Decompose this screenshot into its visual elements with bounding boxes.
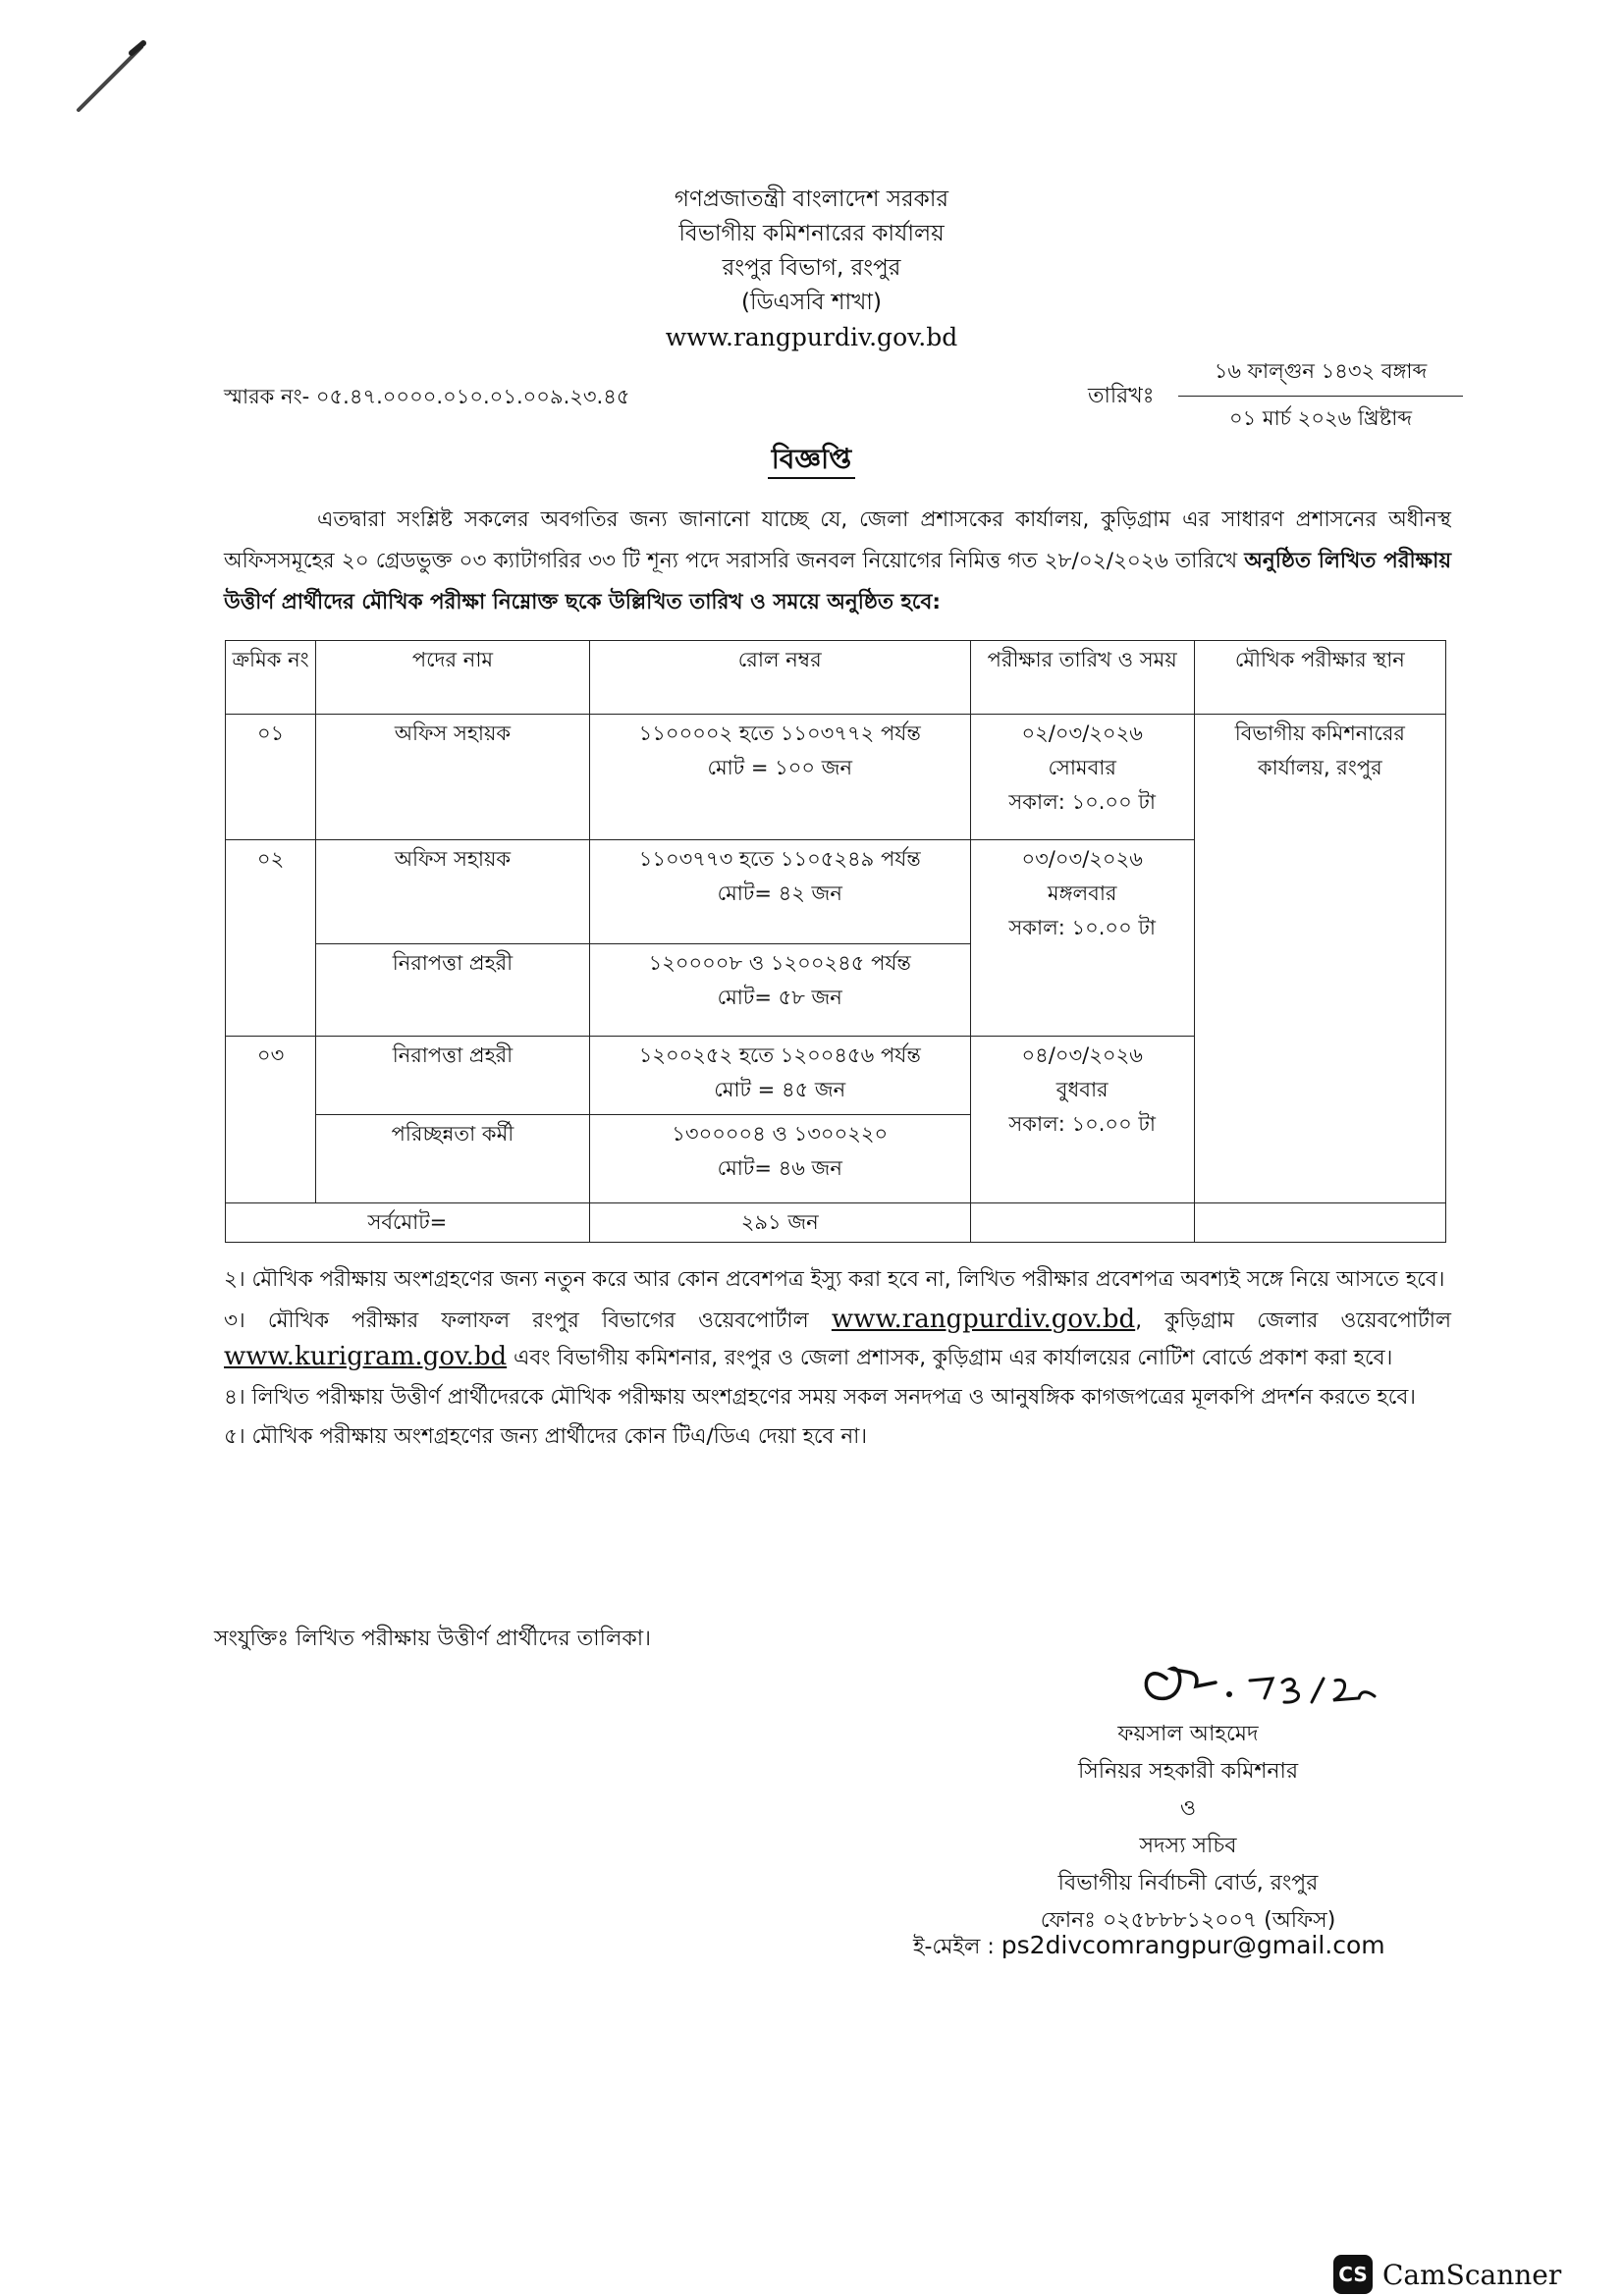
exam-day: সোমবার — [1048, 756, 1116, 779]
memo-number: স্মারক নং- ০৫.৪৭.০০০০.০১০.০১.০০৯.২৩.৪৫ — [224, 385, 630, 408]
roll-total: মোট = ১০০ জন — [707, 756, 853, 779]
table-header-row — [226, 641, 1446, 715]
datetime-cell — [970, 840, 1194, 1037]
roll-cell — [589, 840, 970, 944]
roll-total: মোট= ৪২ জন — [717, 881, 842, 905]
signatory-and: ও — [1179, 1796, 1197, 1821]
venue-cell: বিভাগীয় কমিশনারের কার্যালয়, রংপুর — [1194, 715, 1445, 1203]
date-english: ০১ মার্চ ২০২৬ খ্রিষ্টাব্দ — [1228, 406, 1413, 430]
office-name: বিভাগীয় কমিশনারের কার্যালয় — [678, 221, 945, 246]
exam-date: ০২/০৩/২০২৬ — [1021, 721, 1143, 745]
camscanner-text: CamScanner — [1382, 2258, 1562, 2291]
email-label: ই-মেইল : — [913, 1935, 995, 1959]
post-cell: নিরাপত্তা প্রহরী — [316, 1037, 590, 1115]
roll-range: ১২০০২৫২ হতে ১২০০৪৫৬ পর্যন্ত — [638, 1043, 921, 1067]
empty-cell — [970, 1203, 1194, 1243]
intro-text: এতদ্বারা সংশ্লিষ্ট সকলের অবগতির জন্য জানানো যাচ্ছে যে, জেলা প্রশাসকের কার্যালয়, কুড়িগ্রাম এর সাধারণ প্রশাসনের অধীনস্থ অফিসসমূহের ২০ গ্রেডভুক্ত ০৩ ক্যাটাগরির ৩৩ টি শূন্য পদে সরাসরি জনবল নিয়োগের নিমিত্ত গত ২৮/০২/২০২৬ তারিখে — [224, 507, 1451, 573]
rangpurdiv-link[interactable]: www.rangpurdiv.gov.bd — [831, 1305, 1136, 1334]
roll-cell — [589, 715, 970, 840]
serial-cell: ০২ — [226, 840, 316, 1037]
note-3-text-c: এবং বিভাগীয় কমিশনার, রংপুর ও জেলা প্রশাসক, কুড়িগ্রাম এর কার্যালয়ের নোটিশ বোর্ডে প্রকাশ করা হবে। — [513, 1346, 1393, 1370]
table-row — [226, 715, 1446, 840]
datetime-cell — [970, 1037, 1194, 1203]
post-cell: অফিস সহায়ক — [316, 715, 590, 840]
exam-day: মঙ্গলবার — [1047, 881, 1117, 905]
date-bangla: ১৬ ফাল্গুন ১৪৩২ বঙ্গাব্দ — [1178, 355, 1463, 397]
signatory-phone: ফোনঃ ০২৫৮৮৮১২০০৭ (অফিস) — [1040, 1908, 1336, 1933]
grand-total-row — [226, 1203, 1446, 1243]
exam-date: ০৪/০৩/২০২৬ — [1021, 1043, 1143, 1067]
note-3 — [224, 1302, 1451, 1376]
header-serial: ক্রমিক নং — [226, 641, 316, 715]
intro-paragraph — [224, 500, 1451, 623]
serial-cell: ০১ — [226, 715, 316, 840]
signatory-designation: সিনিয়র সহকারী কমিশনার — [1077, 1759, 1299, 1784]
branch-name: (ডিএসবি শাখা) — [741, 290, 882, 315]
exam-day: বুধবার — [1055, 1078, 1109, 1101]
grand-total-value: ২৯১ জন — [589, 1203, 970, 1243]
signature-block — [903, 1716, 1473, 1940]
roll-total: মোট= ৫৮ জন — [717, 986, 842, 1009]
header-datetime: পরীক্ষার তারিখ ও সময় — [970, 641, 1194, 715]
signatory-email-line — [913, 1930, 1385, 1966]
note-4: ৪। লিখিত পরীক্ষায় উত্তীর্ণ প্রার্থীদেরকে মৌখিক পরীক্ষায় অংশগ্রহণের সময় সকল সনদপত্র ও আনুষঙ্গিক কাগজপত্রের মূলকপি প্রদর্শন করতে হবে। — [224, 1385, 1416, 1410]
grand-total-label: সর্বমোট= — [226, 1203, 590, 1243]
note-5: ৫। মৌখিক পরীক্ষায় অংশগ্রহণের জন্য প্রার্থীদের কোন টিএ/ডিএ দেয়া হবে না। — [224, 1424, 868, 1449]
govt-name: গণপ্রজাতন্ত্রী বাংলাদেশ সরকার — [674, 187, 949, 212]
roll-range: ১১০৩৭৭৩ হতে ১১০৫২৪৯ পর্যন্ত — [638, 847, 921, 871]
header-website-link[interactable]: www.rangpurdiv.gov.bd — [665, 323, 958, 351]
post-cell: নিরাপত্তা প্রহরী — [316, 944, 590, 1037]
roll-total: মোট = ৪৫ জন — [714, 1078, 846, 1101]
kurigram-link[interactable]: www.kurigram.gov.bd — [224, 1342, 508, 1371]
header-post: পদের নাম — [316, 641, 590, 715]
header-roll: রোল নম্বর — [589, 641, 970, 715]
email-link[interactable]: ps2divcomrangpur@gmail.com — [1001, 1931, 1385, 1959]
datetime-cell — [970, 715, 1194, 840]
exam-time: সকাল: ১০.০০ টা — [1008, 916, 1156, 939]
signatory-board: বিভাগীয় নির্বাচনী বোর্ড, রংপুর — [1057, 1871, 1319, 1896]
note-2: ২। মৌখিক পরীক্ষায় অংশগ্রহণের জন্য নতুন করে আর কোন প্রবেশপত্র ইস্যু করা হবে না, লিখিত পরীক্ষার প্রবেশপত্র অবশ্যই সঙ্গে নিয়ে আসতে হবে। — [224, 1267, 1445, 1292]
roll-cell — [589, 1037, 970, 1115]
division-name: রংপুর বিভাগ, রংপুর — [722, 255, 901, 281]
roll-cell — [589, 944, 970, 1037]
post-cell: অফিস সহায়ক — [316, 840, 590, 944]
notice-title-wrap — [0, 438, 1623, 484]
schedule-table — [225, 640, 1446, 1243]
camscanner-watermark — [1333, 2254, 1561, 2295]
notes-list — [224, 1262, 1451, 1459]
serial-cell: ০৩ — [226, 1037, 316, 1203]
camscanner-logo-icon: CS — [1333, 2255, 1373, 2294]
note-3-text-b: , কুড়িগ্রাম জেলার ওয়েবপোর্টাল — [1135, 1308, 1451, 1333]
roll-range: ১১০০০০২ হতে ১১০৩৭৭২ পর্যন্ত — [638, 721, 921, 745]
roll-range: ১২০০০০৮ ও ১২০০২৪৫ পর্যন্ত — [648, 951, 911, 975]
exam-date: ০৩/০৩/২০২৬ — [1021, 847, 1143, 871]
empty-cell — [1194, 1203, 1445, 1243]
handwritten-signature — [1127, 1639, 1382, 1718]
roll-range: ১৩০০০০৪ ও ১৩০০২২০ — [672, 1122, 889, 1146]
roll-total: মোট= ৪৬ জন — [717, 1156, 842, 1180]
attachment-line: সংযুক্তিঃ লিখিত পরীক্ষায় উত্তীর্ণ প্রার্থীদের তালিকা। — [214, 1627, 651, 1651]
letterhead — [0, 183, 1623, 354]
header-venue: মৌখিক পরীক্ষার স্থান — [1194, 641, 1445, 715]
signatory-name: ফয়সাল আহমেদ — [1117, 1722, 1259, 1746]
exam-time: সকাল: ১০.০০ টা — [1008, 1112, 1156, 1136]
date-label: তারিখঃ — [1088, 384, 1155, 408]
exam-time: সকাল: ১০.০০ টা — [1008, 790, 1156, 814]
date-box — [1178, 355, 1463, 437]
notice-title: বিজ্ঞপ্তি — [768, 443, 855, 479]
roll-cell — [589, 1115, 970, 1203]
pen-icon — [71, 39, 159, 118]
post-cell: পরিচ্ছন্নতা কর্মী — [316, 1115, 590, 1203]
signatory-role: সদস্য সচিব — [1139, 1834, 1237, 1858]
note-3-text-a: ৩। মৌখিক পরীক্ষার ফলাফল রংপুর বিভাগের ওয়েবপোর্টাল — [224, 1308, 809, 1333]
intro-bold-text: অনুষ্ঠিত লিখিত পরীক্ষায় উত্তীর্ণ প্রার্থীদের মৌখিক পরীক্ষা নিম্নোক্ত ছকে উল্লিখিত তারিখ ও সময়ে অনুষ্ঠিত হবে: — [224, 549, 1451, 614]
